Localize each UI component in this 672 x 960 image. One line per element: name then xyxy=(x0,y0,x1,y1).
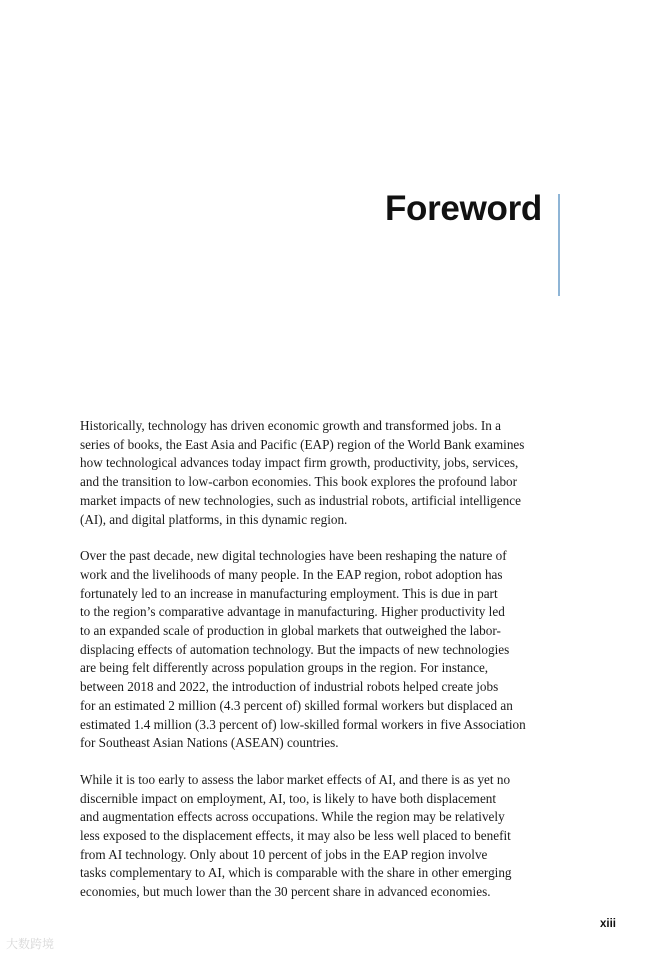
text-line: Over the past decade, new digital technologies have been reshaping the nature of xyxy=(80,548,507,564)
title-accent-rule xyxy=(558,194,560,296)
text-line: how technological advances today impact firm growth, productivity, jobs, services, xyxy=(80,455,519,471)
text-line: estimated 1.4 million (3.3 percent of) low-skilled formal workers in five Association xyxy=(80,716,526,732)
text-line: from AI technology. Only about 10 percent of jobs in the EAP region involve xyxy=(80,846,488,862)
paragraph-2 xyxy=(80,547,560,753)
paragraph-1 xyxy=(80,417,560,529)
text-line: tasks complementary to AI, which is comparable with the share in other emerging xyxy=(80,865,512,881)
text-line: (AI), and digital platforms, in this dynamic region. xyxy=(80,511,348,527)
text-line: displacing effects of automation technology. But the impacts of new technologies xyxy=(80,641,510,657)
body-text xyxy=(80,417,560,920)
text-line: are being felt differently across population groups in the region. For instance, xyxy=(80,660,489,676)
watermark-logo: 大数跨境 xyxy=(6,937,55,951)
text-line: to the region’s comparative advantage in manufacturing. Higher productivity led xyxy=(80,604,505,620)
text-line: While it is too early to assess the labor market effects of AI, and there is as yet no xyxy=(80,771,511,787)
paragraph-3 xyxy=(80,771,560,902)
text-line: for an estimated 2 million (4.3 percent of) skilled formal workers but displaced an xyxy=(80,697,513,713)
text-line: fortunately led to an increase in manufacturing employment. This is due in part xyxy=(80,585,498,601)
page-title: Foreword xyxy=(384,189,542,228)
text-line: and the transition to low-carbon economies. This book explores the profound labor xyxy=(80,474,518,490)
text-line: economies, but much lower than the 30 percent share in advanced economies. xyxy=(80,884,491,900)
text-line: and augmentation effects across occupations. While the region may be relatively xyxy=(80,809,505,825)
text-line: less exposed to the displacement effects, it may also be less well placed to benefit xyxy=(80,828,511,844)
text-line: to an expanded scale of production in global markets that outweighed the labor- xyxy=(80,623,501,639)
text-line: work and the livelihoods of many people. In the EAP region, robot adoption has xyxy=(80,566,503,582)
text-line: discernible impact on employment, AI, too, is likely to have both displacement xyxy=(80,790,497,806)
page-number: xiii xyxy=(600,918,616,930)
text-line: for Southeast Asian Nations (ASEAN) countries. xyxy=(80,735,339,751)
text-line: between 2018 and 2022, the introduction of industrial robots helped create jobs xyxy=(80,679,499,695)
text-line: market impacts of new technologies, such as industrial robots, artificial intelligence xyxy=(80,492,521,508)
text-line: Historically, technology has driven economic growth and transformed jobs. In a xyxy=(80,418,502,433)
text-line: series of books, the East Asia and Pacific (EAP) region of the World Bank examines xyxy=(80,436,525,452)
